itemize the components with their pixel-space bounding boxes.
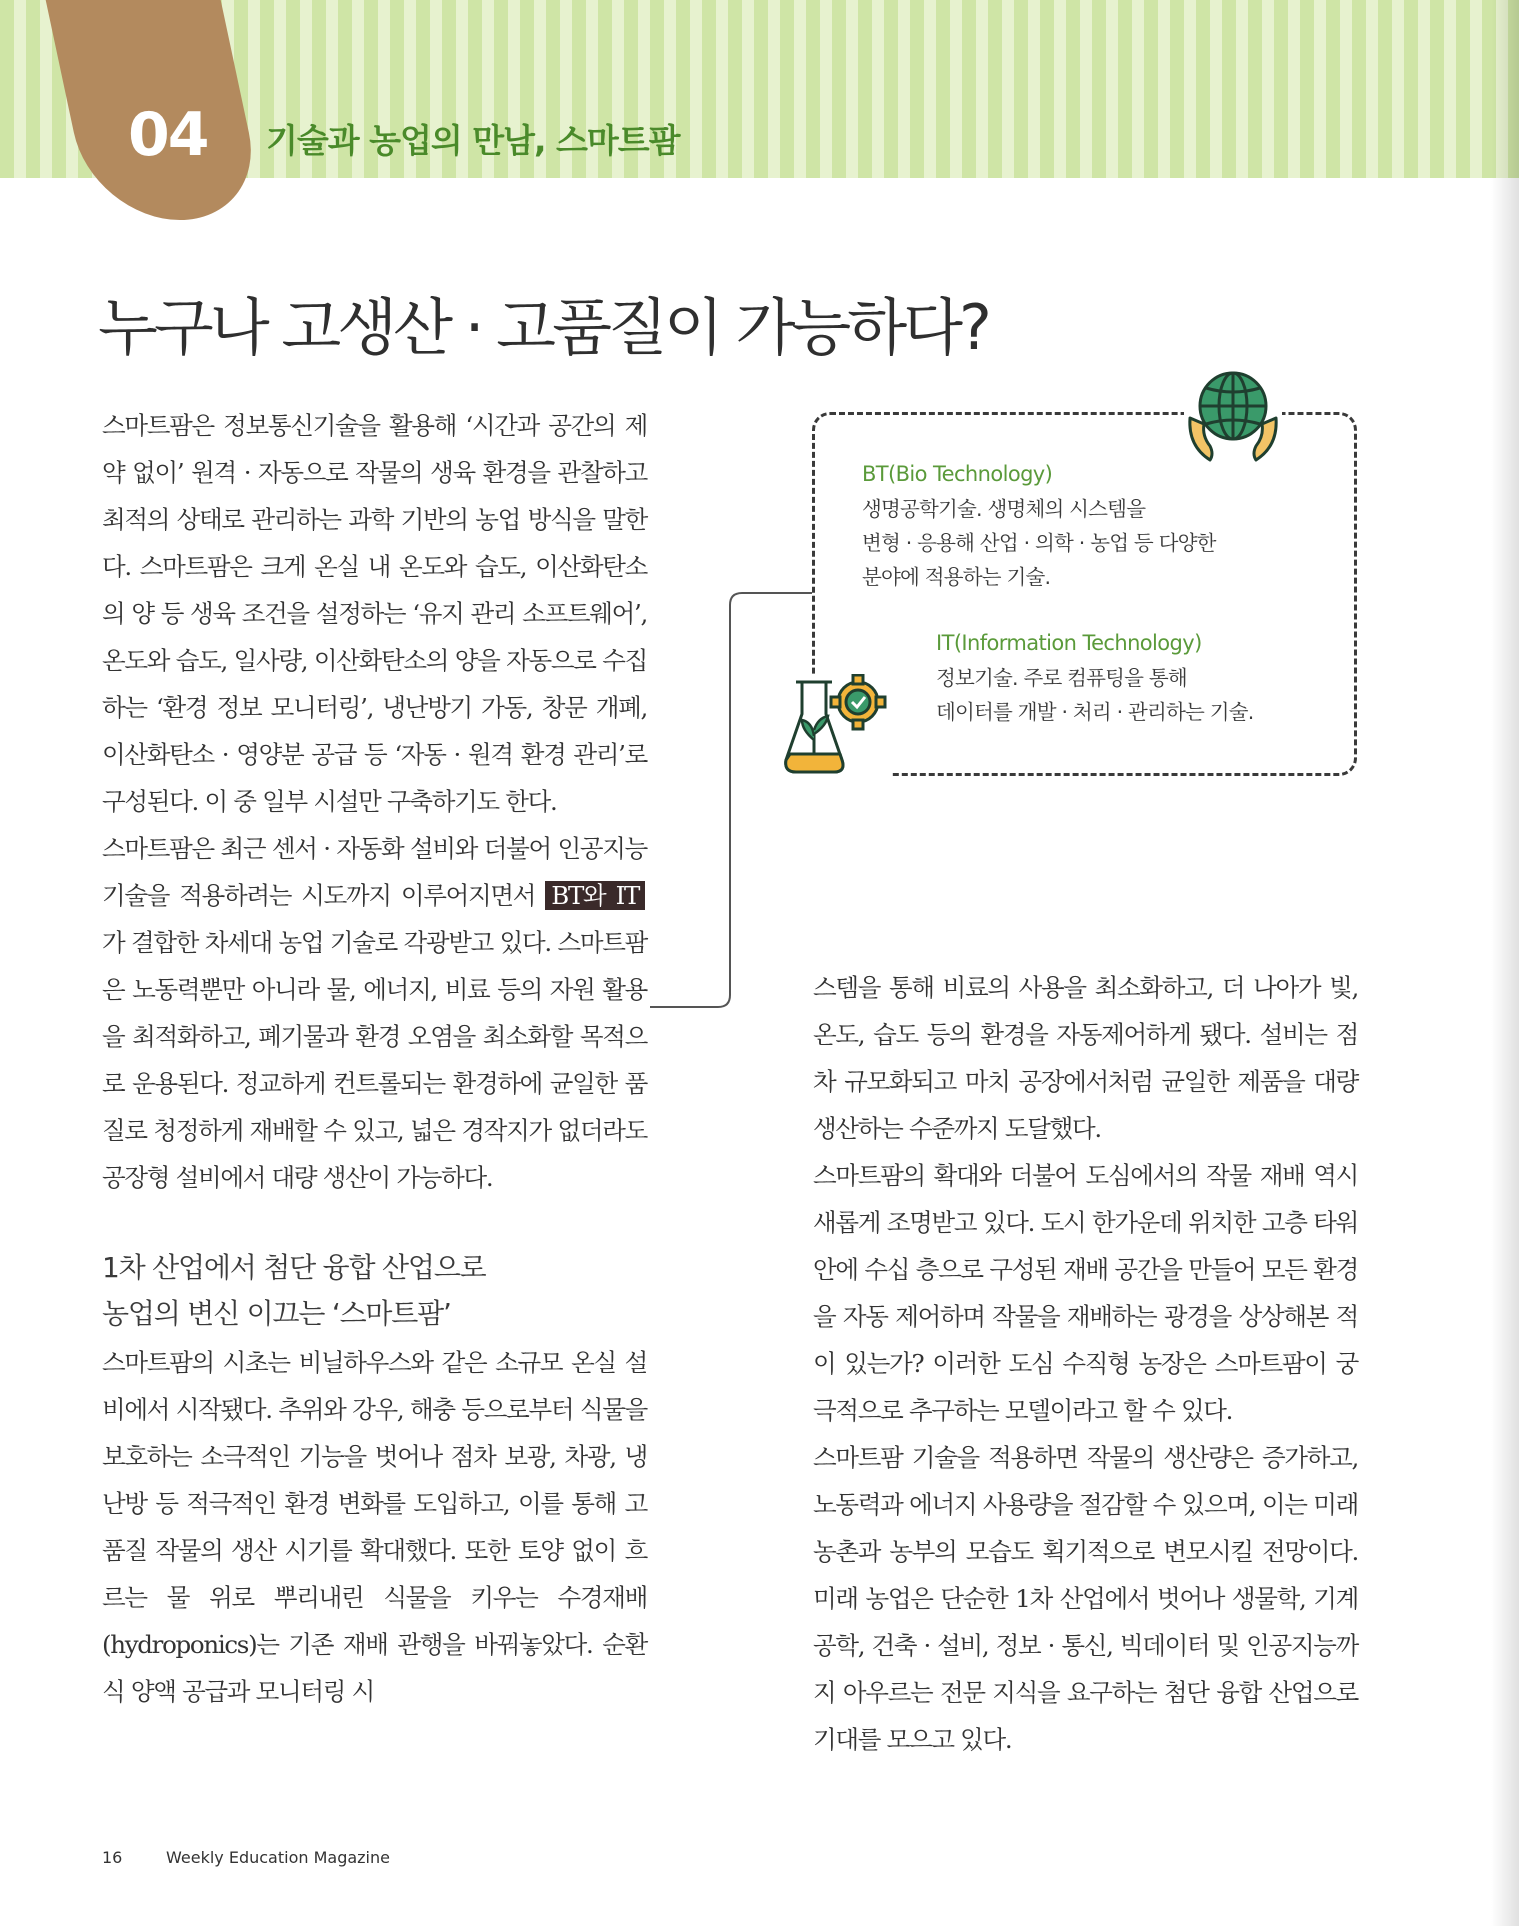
section-title: 기술과 농업의 만남, 스마트팜 — [266, 121, 680, 160]
article-title: 누구나 고생산 · 고품질이 가능하다? — [98, 291, 988, 364]
paragraph: 스마트팜 기술을 적용하면 작물의 생산량은 증가하고, 노동력과 에너지 사용량을 절감할 수 있으며, 이는 미래 농촌과 농부의 모습도 획기적으로 변모시킬 전망이다. 미래 농업은 단순한 1차 산업에서 벗어나 생물학, 기계공학, 건축 · 설비, 정보 · 통신, 빅데이터 및 인공지능까지 아우르는 전문 지식을 요구하는 첨단 융합 산업으로 기대를 모으고 있다. — [813, 1443, 1358, 1754]
right-column — [813, 964, 1358, 1763]
paragraph: 스마트팜의 확대와 더불어 도심에서의 작물 재배 역시 새롭게 조명받고 있다. 도시 한가운데 위치한 고층 타워 안에 수십 층으로 구성된 재배 공간을 만들어 모든 환경을 자동 제어하며 작물을 재배하는 광경을 상상해본 적이 있는가? 이러한 도심 수직형 농장은 스마트팜이 궁극적으로 추구하는 모델이라고 할 수 있다. — [813, 1161, 1358, 1425]
bt-description — [862, 492, 1216, 594]
it-description-line: 데이터를 개발 · 처리 · 관리하는 기술. — [936, 700, 1254, 724]
it-label: IT(Information Technology) — [936, 631, 1202, 655]
bt-description-line: 분야에 적용하는 기술. — [862, 565, 1051, 589]
magazine-name: Weekly Education Magazine — [166, 1848, 390, 1867]
paragraph — [102, 825, 647, 1201]
it-description — [936, 661, 1254, 729]
page-number: 16 — [102, 1848, 123, 1867]
bt-description-line: 변형 · 응용해 산업 · 의학 · 농업 등 다양한 — [862, 531, 1216, 555]
subheading — [102, 1245, 647, 1337]
subheading-line: 농업의 변신 이끄는 ‘스마트팜’ — [102, 1297, 451, 1330]
paragraph: 스마트팜의 시초는 비닐하우스와 같은 소규모 온실 설비에서 시작됐다. 추위와 강우, 해충 등으로부터 식물을 보호하는 소극적인 기능을 벗어나 점차 보광, 차광, 냉난방 등 적극적인 환경 변화를 도입하고, 이를 통해 고품질 작물의 생산 시기를 확대했다. 또한 토양 없이 흐르는 물 위로 뿌리내린 식물을 키우는 수경재배(hydroponics)는 기존 재배 관행을 바꿔놓았다. 순환식 양액 공급과 모니터링 시 — [102, 1348, 647, 1706]
section-number: 04 — [128, 100, 208, 170]
paragraph-text: 스마트팜은 최근 센서 · 자동화 설비와 더불어 인공지능 기술을 적용하려는 시도까지 이루어지면서 — [102, 834, 647, 910]
bt-label: BT(Bio Technology) — [862, 462, 1053, 486]
globe-hands-icon — [1180, 362, 1286, 476]
subheading-line: 1차 산업에서 첨단 융합 산업으로 — [102, 1251, 486, 1284]
left-column — [102, 402, 647, 1715]
bt-description-line: 생명공학기술. 생명체의 시스템을 — [862, 497, 1146, 521]
it-description-line: 정보기술. 주로 컴퓨팅을 통해 — [936, 666, 1187, 690]
paragraph-text: 가 결합한 차세대 농업 기술로 각광받고 있다. 스마트팜은 노동력뿐만 아니라 물, 에너지, 비료 등의 자원 활용을 최적화하고, 폐기물과 환경 오염을 최소화할 목적으로 운용된다. 정교하게 컨트롤되는 환경하에 균일한 품질로 청정하게 재배할 수 있고, 넓은 경작지가 없더라도 공장형 설비에서 대량 생산이 가능하다. — [102, 928, 647, 1192]
highlight-bt-it: BT와 IT — [545, 881, 645, 910]
page-edge-shadow — [1491, 0, 1519, 1926]
page-footer — [102, 1848, 390, 1867]
paragraph: 스템을 통해 비료의 사용을 최소화하고, 더 나아가 빛, 온도, 습도 등의 환경을 자동제어하게 됐다. 설비는 점차 규모화되고 마치 공장에서처럼 균일한 제품을 대량 생산하는 수준까지 도달했다. — [813, 973, 1358, 1143]
flask-gear-icon — [780, 674, 890, 782]
paragraph: 스마트팜은 정보통신기술을 활용해 ‘시간과 공간의 제약 없이’ 원격 · 자동으로 작물의 생육 환경을 관찰하고 최적의 상태로 관리하는 과학 기반의 농업 방식을 말한다. 스마트팜은 크게 온실 내 온도와 습도, 이산화탄소의 양 등 생육 조건을 설정하는 ‘유지 관리 소프트웨어’, 온도와 습도, 일사량, 이산화탄소의 양을 자동으로 수집하는 ‘환경 정보 모니터링’, 냉난방기 가동, 창문 개폐, 이산화탄소 · 영양분 공급 등 ‘자동 · 원격 환경 관리’로 구성된다. 이 중 일부 시설만 구축하기도 한다. — [102, 411, 647, 816]
